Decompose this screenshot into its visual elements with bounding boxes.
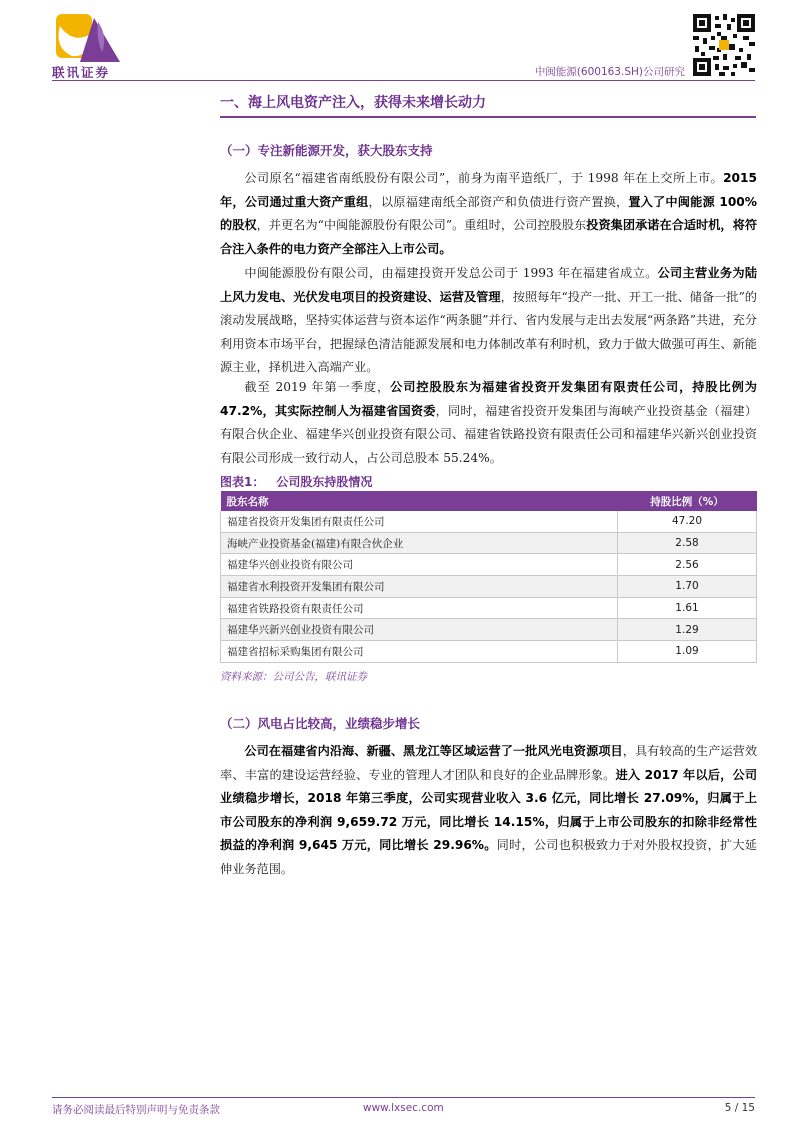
header-divider — [52, 80, 755, 81]
paragraph-1: 公司原名“福建省南纸股份有限公司”，前身为南平造纸厂，于 1998 年在上交所上市。2015 年，公司通过重大资产重组，以原福建南纸全部资产和负债进行资产置换，置入了中闽能源 100%的股权，并更名为“中闽能源股份有限公司”。重组时，公司控股股东投资集团承诺在合适时机，将符合注入条件的电力资产全部注入上市公司。 — [220, 171, 758, 256]
shareholder-table — [220, 491, 757, 663]
section-title: 一、海上风电资产注入，获得未来增长动力 — [220, 95, 486, 111]
table-row: 福建华兴创业投资有限公司 2.56 — [221, 554, 757, 576]
page-number: 5 / 15 — [724, 1102, 755, 1114]
paragraph-2: 中闽能源股份有限公司，由福建投资开发总公司于 1993 年在福建省成立。公司主营业务为陆上风力发电、光伏发电项目的投资建设、运营及管理，按照每年“投产一批、开工一批、储备一批”的滚动发展战略，坚持实体运营与资本运作“两条腿”并行、省内发展与走出去发展“两条路”共进，充分利用资本市场平台，把握绿色清洁能源发展和电力体制改革有利时机，致力于做大做强可再生、新能源主业，择机进入高端产业。 — [220, 266, 758, 374]
table-row: 福建省铁路投资有限责任公司 1.61 — [221, 597, 757, 619]
subsection-title-1: （一）专注新能源开发，获大股东支持 — [220, 143, 433, 158]
figure-title: 图表1： 公司股东持股情况 — [220, 475, 373, 489]
table-row: 福建省招标采购集团有限公司 1.09 — [221, 641, 757, 663]
paragraph-4: 公司在福建省内沿海、新疆、黑龙江等区域运营了一批风光电资源项目，具有较高的生产运营效率、丰富的建设运营经验、专业的管理人才团队和良好的企业品牌形象。进入 2017 年以后，公司业绩稳步增长，2018 年第三季度，公司实现营业收入 3.6 亿元，同比增长 27.09%，归属于上市公司股东的净利润 9,659.72 万元，同比增长 14.15%，归属于上市公司股东的扣除非经常性损益的净利润 9,645 万元，同比增长 29.96%。同时，公司也积极致力于对外股权投资，扩大延伸业务范围。 — [220, 744, 758, 876]
table-row: 福建省投资开发集团有限责任公司 47.20 — [221, 511, 757, 532]
column-header-name: 股东名称 — [221, 491, 618, 511]
figure-source: 资料来源：公司公告，联讯证券 — [220, 671, 367, 683]
table-row: 福建华兴新兴创业投资有限公司 1.29 — [221, 619, 757, 641]
table-header-row — [221, 491, 757, 511]
subsection-title-2: （二）风电占比较高，业绩稳步增长 — [220, 716, 421, 731]
table-row: 福建省水利投资开发集团有限公司 1.70 — [221, 576, 757, 598]
footer-disclaimer: 请务必阅读最后特别声明与免责条款 — [52, 1104, 220, 1116]
column-header-ratio: 持股比例（%） — [618, 491, 757, 511]
table-row: 海峡产业投资基金(福建)有限合伙企业 2.58 — [221, 532, 757, 554]
footer-website-link[interactable]: www.lxsec.com — [363, 1102, 444, 1114]
logo-text: 联讯证券 — [52, 65, 111, 80]
qr-code-icon — [693, 14, 755, 76]
report-subtitle: 中闽能源(600163.SH)公司研究 — [534, 66, 685, 78]
footer-divider — [52, 1097, 755, 1098]
section-title-underline — [220, 116, 756, 118]
paragraph-3: 截至 2019 年第一季度，公司控股股东为福建省投资开发集团有限责任公司，持股比例为 47.2%，其实际控制人为福建省国资委，同时，福建省投资开发集团与海峡产业投资基金（福建）有限合伙企业、福建华兴创业投资有限公司、福建省铁路投资有限责任公司和福建华兴新兴创业投资有限公司形成一致行动人，占公司总股本 55.24%。 — [220, 380, 758, 465]
